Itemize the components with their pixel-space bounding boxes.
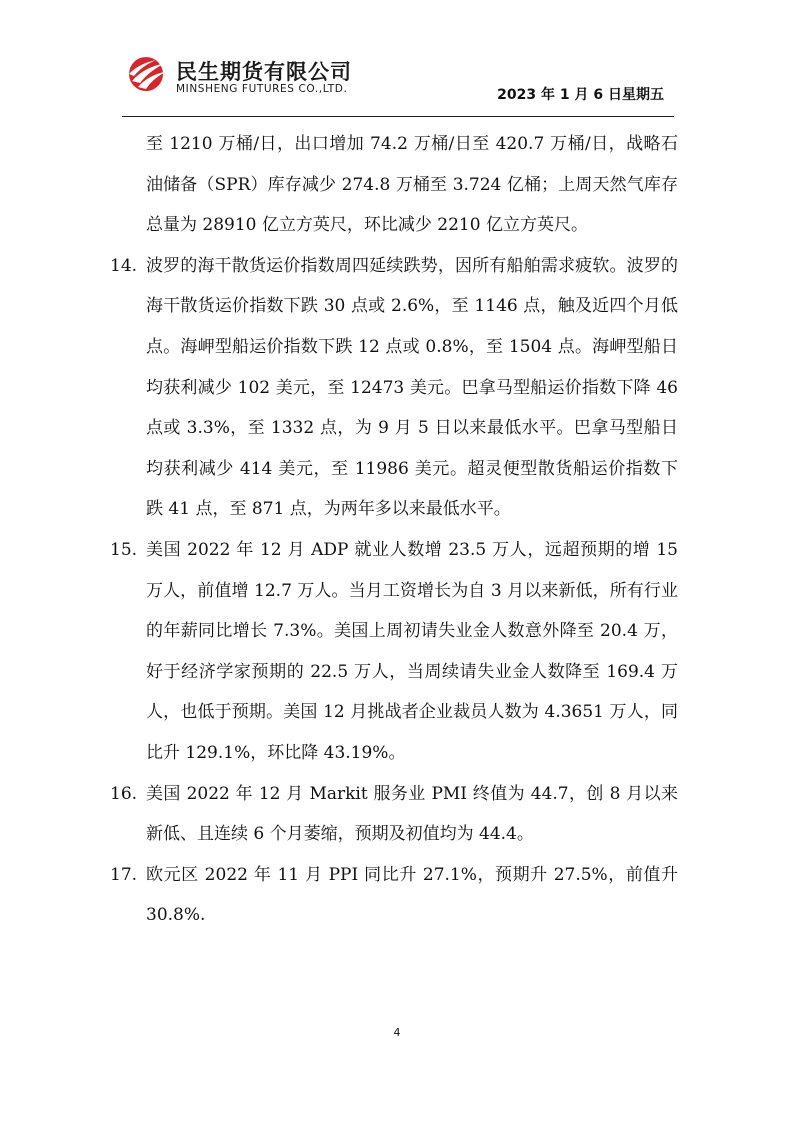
item-text: 波罗的海干散货运价指数周四延续跌势，因所有船舶需求疲软。波罗的海干散货运价指数下跌 30 点或 2.6%，至 1146 点，触及近四个月低点。海岬型船运价指数下跌 12 点或 0.8%，至 1504 点。海岬型船日均获利减少 102 美元，至 12473 美元。巴拿马型船运价指数下降 46 点或 3.3%，至 1332 点，为 9 月 5 日以来最低水平。巴拿马型船日均获利减少 414 美元，至 11986 美元。超灵便型散货船运价指数下跌 41 点，至 871 点，为两年多以来最低水平。	[146, 255, 678, 520]
item-text: 美国 2022 年 12 月 Markit 服务业 PMI 终值为 44.7，创 8 月以来新低、且连续 6 个月萎缩，预期及初值均为 44.4。	[146, 783, 678, 845]
item-text: 美国 2022 年 12 月 ADP 就业人数增 23.5 万人，远超预期的增 15 万人，前值增 12.7 万人。当月工资增长为自 3 月以来新低，所有行业的年薪同比增长 7.3%。美国上周初请失业金人数意外降至 20.4 万，好于经济学家预期的 22.5 万人，当周续请失业金人数降至 169.4 万人，也低于预期。美国 12 月挑战者企业裁员人数为 4.3651 万人，同比升 129.1%，环比降 43.19%。	[146, 539, 678, 763]
item-text: 欧元区 2022 年 11 月 PPI 同比升 27.1%，预期升 27.5%，前值升 30.8%.	[146, 864, 678, 926]
item-number: 16.	[110, 783, 138, 804]
news-item-continued	[110, 124, 678, 246]
item-number: 17.	[110, 864, 138, 885]
company-name-cn: 民生期货有限公司	[176, 60, 352, 84]
news-item-14	[110, 246, 678, 530]
news-list	[110, 124, 678, 936]
news-item-17	[110, 855, 678, 936]
item-number: 14.	[110, 255, 138, 276]
news-item-16	[110, 774, 678, 855]
minsheng-logo-icon	[126, 54, 170, 94]
report-date: 2023 年 1 月 6 日星期五	[497, 87, 664, 103]
company-logo	[126, 52, 366, 100]
page-number: 4	[393, 1026, 401, 1039]
page-header	[122, 52, 674, 116]
company-name-en: MINSHENG FUTURES CO.,LTD.	[176, 83, 348, 95]
news-item-15	[110, 530, 678, 774]
item-number: 15.	[110, 539, 138, 560]
item-text: 至 1210 万桶/日，出口增加 74.2 万桶/日至 420.7 万桶/日，战略石油储备（SPR）库存减少 274.8 万桶至 3.724 亿桶；上周天然气库存总量为 28910 亿立方英尺，环比减少 2210 亿立方英尺。	[146, 134, 678, 236]
header-divider	[122, 116, 674, 117]
